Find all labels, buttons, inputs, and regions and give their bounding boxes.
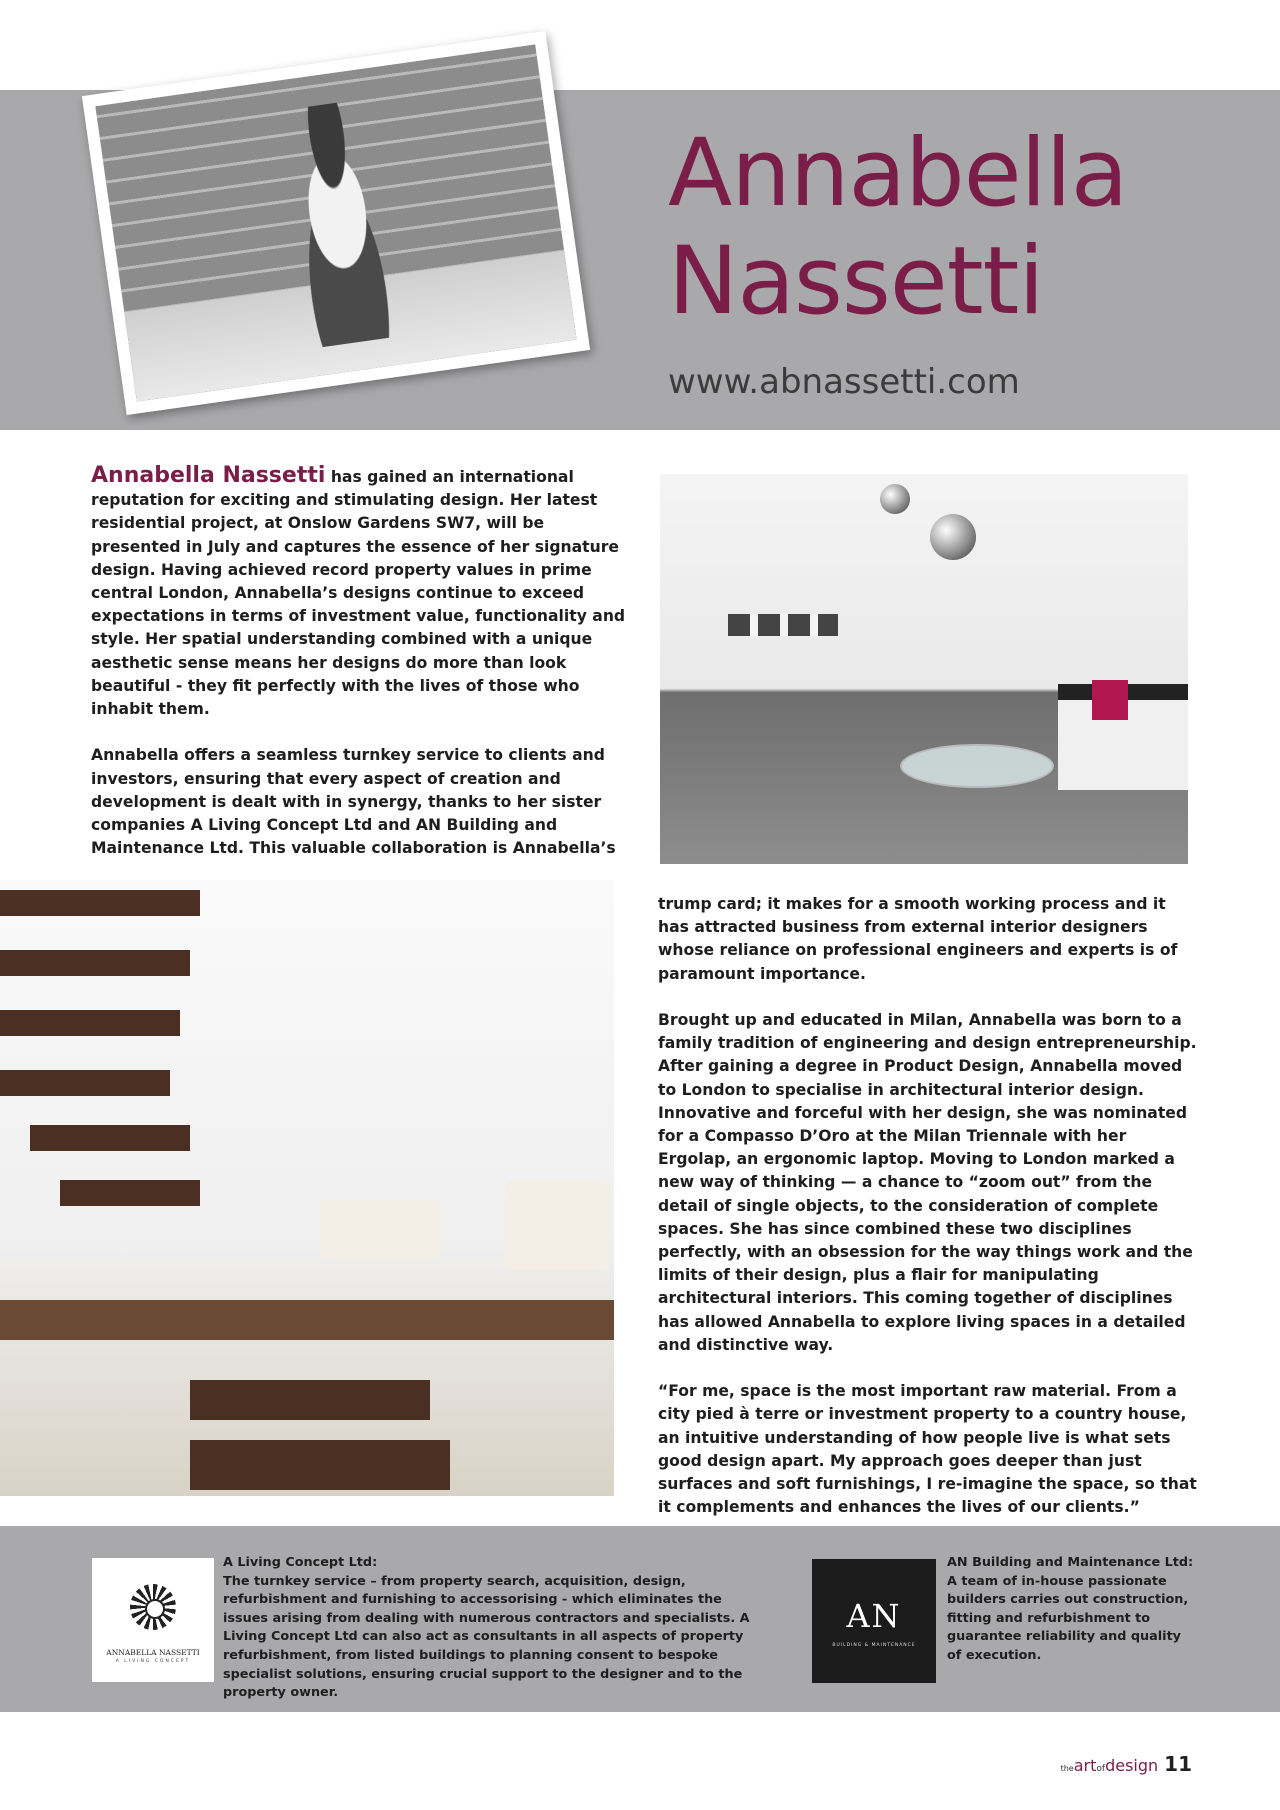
staircase-photo [0,880,614,1496]
website-link[interactable]: www.abnassetti.com [668,362,1020,402]
portrait-photo [82,31,590,415]
page-number: 11 [1164,1752,1192,1776]
page-footer [1061,1752,1192,1782]
living-room-photo [660,474,1188,864]
article-quote: “For me, space is the most important raw material. From a city pied à terre or investment property to a country house, an intuitive understanding of how people live is what sets good design apart. My approach goes deeper than just surfaces and soft furnishings, I re-imagine the space, so that it complements and enhances the lives of our clients.” [658,1382,1197,1517]
alc-logo: ANNABELLA NASSETTI A LIVING CONCEPT [92,1558,214,1682]
portrait-image [95,45,576,402]
page-title: Annabella Nassetti [668,119,1128,336]
an-description [947,1554,1197,1666]
an-logo: AN BUILDING & MAINTENANCE [812,1559,936,1683]
paragraph-1-text: has gained an international reputation for exciting and stimulating design. Her latest residential project, at Onslow Gardens SW7, will be presented in July and captures the essence of her signature design. Having achieved record property values in prime central London, Annabella’s designs continue to exceed expectations in terms of investment value, functionality and style. Her spatial understanding combined with a unique aesthetic sense means her designs do more than look beautiful - they fit perfectly with the lives of those who inhabit them. [91,468,626,719]
article-paragraph-2-continued: trump card; it makes for a smooth working process and it has attracted business from external interior designers whose reliance on professional engineers and experts is of paramount importance. [658,895,1178,983]
an-heading: AN Building and Maintenance Ltd: [947,1555,1194,1570]
article-paragraph-2: Annabella offers a seamless turnkey service to clients and investors, ensuring that every aspect of creation and development is dealt with in synergy, thanks to her sister companies A Living Concept Ltd and AN Building and Maintenance Ltd. This valuable collaboration is Annabella’s [91,746,616,858]
article-column-left [91,464,631,860]
lead-name: Annabella Nassetti [91,463,326,488]
an-text: A team of in-house passionate builders carries out construction, fitting and refurbishment to guarantee reliability and quality of execution. [947,1573,1189,1663]
flower-logo-icon [130,1584,176,1630]
alc-heading: A Living Concept Ltd: [223,1555,378,1570]
magazine-brand: theartofdesign [1060,1756,1159,1775]
article-paragraph-1 [91,464,631,721]
article-column-right [658,893,1198,1519]
alc-description [223,1554,763,1703]
alc-text: The turnkey service – from property search, acquisition, design, refurbishment and furnishing to accessorising - which eliminates the issues arising from dealing with numerous contractors and specialists. A Living Concept Ltd can also act as consultants in all aspects of property refurbishment, from listed buildings to planning consent to bespoke specialist solutions, ensuring crucial support to the designer and to the property owner. [223,1573,750,1701]
article-paragraph-3: Brought up and educated in Milan, Annabella was born to a family tradition of engineering and design entrepreneurship. After gaining a degree in Product Design, Annabella moved to London to specialise in architectural interior design. Innovative and forceful with her design, she was nominated for a Compasso D’Oro at the Milan Triennale with her Ergolap, an ergonomic laptop. Moving to London marked a new way of thinking — a chance to “zoom out” from the detail of single objects, to the consideration of complete spaces. She has since combined these two disciplines perfectly, with an obsession for the way things work and the limits of their design, plus a flair for manipulating architectural interiors. This coming together of disciplines has allowed Annabella to explore living spaces in a detailed and distinctive way. [658,1011,1197,1354]
